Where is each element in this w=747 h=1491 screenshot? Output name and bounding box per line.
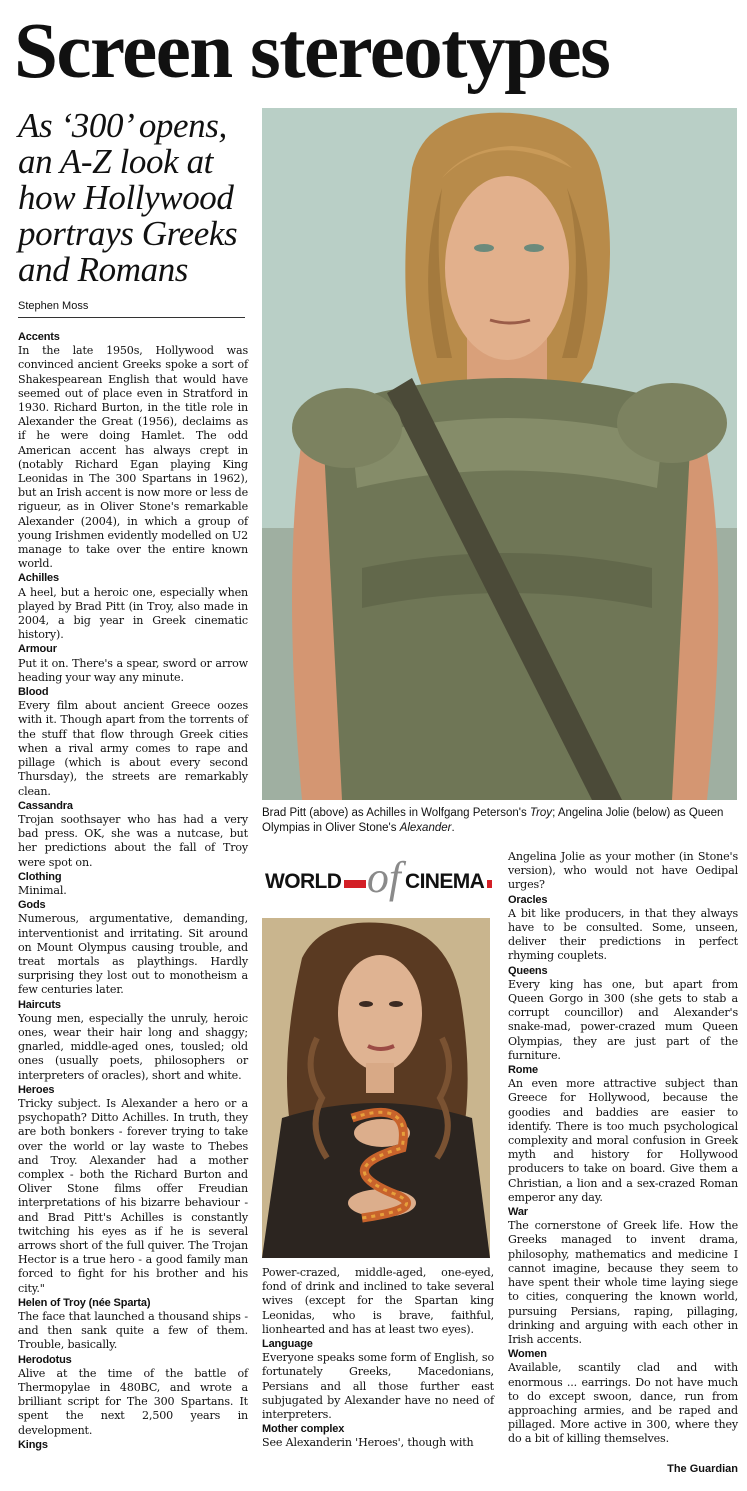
section-body: Available, scantily clad and with enormous ... earrings. Do not have much to do except swoon, dance, run from approaching armies, and be raped and pillaged. More active in 300, where they do a bit of killing themselves.	[508, 1361, 738, 1446]
section-body: Minimal.	[18, 883, 67, 897]
caption-film-alexander: Alexander	[399, 822, 452, 834]
world-of-cinema-logo	[262, 853, 492, 904]
section-body: Young men, especially the unruly, heroic ones, wear their hair long and shaggy; gnarled, middle-aged ones, tousled; old ones (usually poets, philosophers or interpreters of oracles), short and white.	[18, 1011, 248, 1082]
section-body: Every film about ancient Greece oozes with it. Though apart from the torrents of the stuff that flow through Greek cities when a rival army comes to rape and pillage (which is about every second Thursday), the streets are remarkably clean.	[18, 699, 248, 798]
headline: Screen stereotypes	[14, 8, 610, 95]
caption-text-3: .	[451, 822, 455, 834]
section-body: Numerous, argumentative, demanding, interventionist and irritating. Sit around on Mount Olympus causing trouble, and treat mortals as playthings. Hardly surprising they lost out to monotheism a few centuries later.	[18, 912, 248, 997]
section-body: Trojan soothsayer who has had a very bad press. OK, she was a nutcase, but her predictions about the fall of Troy were spot on.	[18, 812, 248, 869]
section-body: In the late 1950s, Hollywood was convinced ancient Greeks spoke a sort of Shakespearean English that would have seemed out of place even in Stratford in 1930. Richard Burton, in the title role in Alexander the Great (1956), declaims as if he were doing Hamlet. The odd American accent has always crept in (notably Richard Egan playing King Leonidas in The 300 Spartans in 1962), but an Irish accent is now more or less de rigueur, as in Oliver Stone's remarkable Alexander (2004), in which a group of young Irishmen evidently modelled on U2 manage to take over the entire known world.	[18, 344, 248, 571]
section-body: Alive at the time of the battle of Thermopylae in 480BC, and wrote a brilliant script for The 300 Spartans. It spent the next 2,500 years in development.	[18, 1366, 248, 1437]
subhead: As ‘300’ opens, an A-Z look at how Hollywood portrays Greeks and Romans	[18, 106, 238, 289]
article-column-1	[18, 330, 248, 1452]
section-heading: Gods	[18, 899, 46, 912]
section-heading: Clothing	[18, 870, 62, 883]
section-heading: Blood	[18, 686, 49, 699]
section-heading: Kings	[18, 1438, 48, 1451]
photo-achilles-illustration	[262, 108, 737, 800]
photo-olympias-illustration	[262, 918, 490, 1258]
logo-word-of: of	[366, 853, 402, 902]
byline: Stephen Moss	[18, 300, 245, 318]
caption-film-troy: Troy	[529, 807, 553, 819]
section-heading: Women	[508, 1348, 547, 1361]
caption-text-1: Brad Pitt (above) as Achilles in Wolfgang Peterson's	[262, 807, 530, 819]
section-body: An even more attractive subject than Greece for Hollywood, because the goodies and baddies are easier to identify. There is too much psychological complexity and moral confusion in Greek myth and history for Hollywood producers to take on board. Give them a Christian, a lion and a sex-crazed Roman emperor any day.	[508, 1077, 738, 1204]
section-body: Every king has one, but apart from Queen Gorgo in 300 (she gets to stab a corrupt councillor) and Alexander's snake-mad, power-crazed mum Queen Olympias, they are just part of the furniture.	[508, 977, 738, 1062]
section-heading: Achilles	[18, 572, 59, 585]
section-heading: Oracles	[508, 893, 548, 906]
article-column-2	[262, 1266, 494, 1451]
logo-word-cinema: CINEMA	[402, 868, 487, 896]
section-body: The cornerstone of Greek life. How the Greeks managed to invent drama, philosophy, mathematics and medicine I cannot imagine, because they seem to have spent their whole time laying siege to cities, conquering the known world, pursuing Persians, raping, pillaging, drinking and arguing with each other in Irish accents.	[508, 1219, 738, 1346]
section-heading: Accents	[18, 331, 60, 343]
photo-achilles	[262, 108, 737, 800]
photo-olympias	[262, 918, 490, 1258]
publication-signoff: The Guardian	[667, 1463, 738, 1475]
section-heading: Haircuts	[18, 998, 61, 1011]
section-heading: Cassandra	[18, 799, 73, 812]
section-heading: War	[508, 1206, 528, 1219]
section-body: Everyone speaks some form of English, so fortunately Greeks, Macedonians, Persians and all those further east subjugated by Alexander have no need of interpreters.	[262, 1351, 494, 1422]
section-heading: Queens	[508, 964, 548, 977]
photo-caption	[262, 806, 742, 836]
section-heading: Heroes	[18, 1083, 55, 1096]
section-body: Put it on. There's a spear, sword or arrow heading your way any minute.	[18, 656, 248, 684]
logo-word-world: WORLD	[262, 868, 344, 896]
section-body: The face that launched a thousand ships - and then sank quite a few of them. Trouble, basically.	[18, 1310, 248, 1352]
section-body: Tricky subject. Is Alexander a hero or a psychopath? Ditto Achilles. In truth, they are both bonkers - forever trying to take over the world or lay waste to Thebes and Troy. Alexander had a mother complex - both the Richard Burton and Oliver Stone films offer Freudian interpretations of his bizarre behaviour - and Brad Pitt's Achilles is constantly twitching his eyes as if he is several arrows short of the full quiver. The Trojan Hector is a true hero - a good family man forced to fight for his brother and his city."	[18, 1096, 248, 1295]
section-body: Power-crazed, middle-aged, one-eyed, fond of drink and inclined to take several wives (except for the Spartan king Leonidas, who is brave, faithful, lionhearted and has at least two eyes).	[262, 1266, 494, 1336]
section-heading: Rome	[508, 1064, 538, 1077]
caption-text-2: ; Angelina Jolie (below) as Queen Olympias in Oliver Stone's	[262, 807, 724, 834]
section-body: A heel, but a heroic one, especially when played by Brad Pitt (in Troy, also made in 2004, a big year in Greek cinematic history).	[18, 585, 248, 642]
section-body: Angelina Jolie as your mother (in Stone's version), who would not have Oedipal urges?	[508, 850, 738, 892]
section-heading: Mother complex	[262, 1423, 345, 1436]
section-body: A bit like producers, in that they always have to be consulted. Some, unseen, deliver their predictions in perfect rhyming couplets.	[508, 906, 738, 963]
section-heading: Herodotus	[18, 1353, 72, 1366]
section-body: See Alexanderin 'Heroes', though with	[262, 1436, 474, 1450]
section-heading: Helen of Troy (née Sparta)	[18, 1296, 151, 1309]
section-heading: Armour	[18, 643, 57, 656]
article-column-3	[508, 850, 738, 1447]
section-heading: Language	[262, 1338, 313, 1351]
